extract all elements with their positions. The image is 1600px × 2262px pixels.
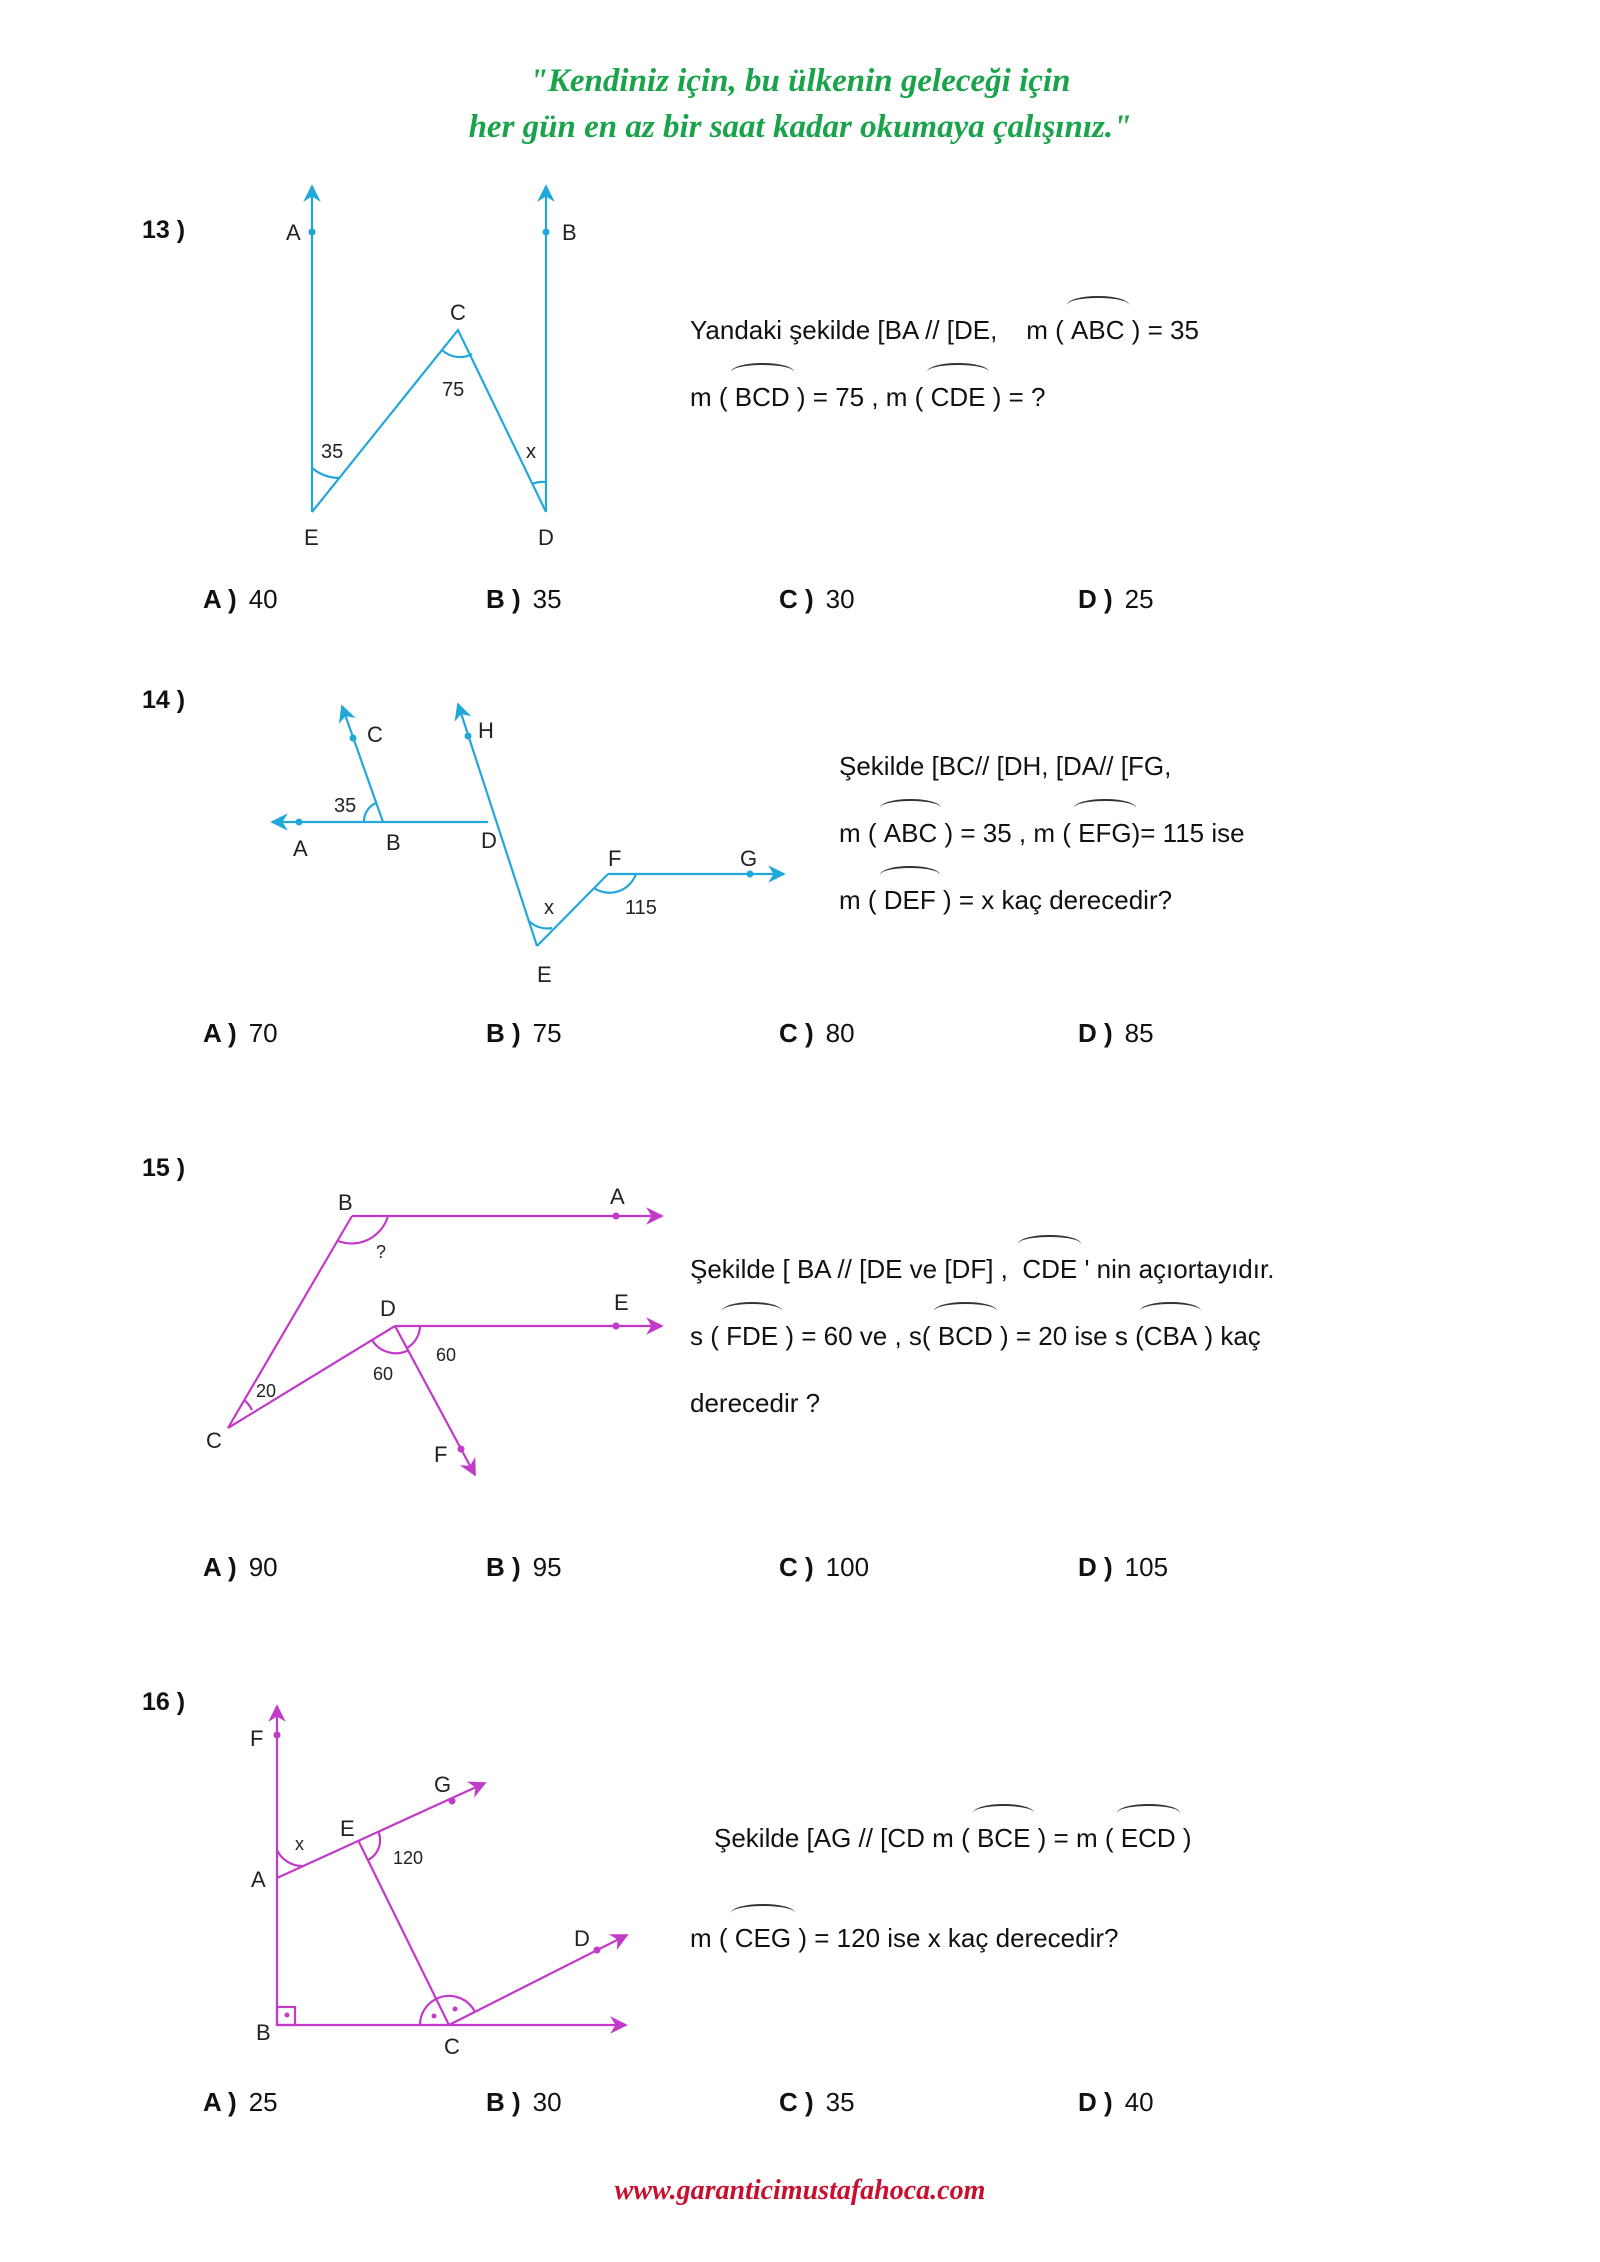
quote-line-1: "Kendiniz için, bu ülkenin geleceği için xyxy=(529,63,1071,99)
question-13-number: 13 ) xyxy=(142,216,186,244)
footer-website[interactable]: www.garanticimustafahoca.com xyxy=(614,2175,986,2206)
ray-CD xyxy=(449,1935,627,2025)
label-E: E xyxy=(340,1816,355,1841)
q13-choice-b[interactable]: B ) 35 xyxy=(486,584,562,614)
angle-arc-e xyxy=(312,468,340,478)
label-D: D xyxy=(380,1296,396,1321)
q15-choice-b[interactable]: B ) 95 xyxy=(486,1552,562,1582)
label-B: B xyxy=(562,220,577,245)
segment-EF xyxy=(537,874,608,946)
label-H: H xyxy=(478,718,494,743)
q14-choice-d[interactable]: D ) 85 xyxy=(1078,1018,1154,1048)
angle-arc-f xyxy=(594,874,636,893)
label-E: E xyxy=(614,1290,629,1315)
question-14-line-1: Şekilde [BC// [DH, [DA// [FG, xyxy=(839,751,1172,781)
label-A: A xyxy=(610,1184,625,1209)
angle-arc-d xyxy=(532,482,546,484)
ray-DF xyxy=(395,1326,475,1475)
angle-arc-b xyxy=(364,803,376,822)
segment-EC xyxy=(358,1840,449,2025)
segment-CD xyxy=(228,1326,395,1428)
angle-label-d2: 60 xyxy=(436,1345,457,1365)
label-B: B xyxy=(386,830,401,855)
q15-choice-c[interactable]: C ) 100 xyxy=(779,1552,870,1582)
label-A: A xyxy=(286,220,301,245)
question-16-line-1: Şekilde [AG // [CD m ( BCE ) = m ( ECD ) xyxy=(714,1823,1192,1853)
angle-arc-d2 xyxy=(407,1326,420,1348)
label-G: G xyxy=(434,1772,452,1797)
q16-choice-d[interactable]: D ) 40 xyxy=(1078,2087,1154,2117)
label-A: A xyxy=(251,1867,266,1892)
segment-ECD xyxy=(312,330,546,512)
ray-EH xyxy=(458,704,537,946)
question-15-number: 15 ) xyxy=(142,1154,186,1182)
angle-arc-a xyxy=(277,1850,302,1866)
question-13-line-1: Yandaki şekilde [BA // [DE, m ( ABC ) = 35 xyxy=(690,315,1199,345)
angle-label-c: 20 xyxy=(256,1381,277,1401)
quote-line-2: her gün en az bir saat kadar okumaya çalışınız." xyxy=(468,109,1132,145)
q13-choice-c[interactable]: C ) 30 xyxy=(779,584,855,614)
label-A: A xyxy=(293,836,308,861)
angle-arc-c xyxy=(420,1996,475,2025)
angle-label-e: 35 xyxy=(321,441,344,463)
q13-choice-d[interactable]: D ) 25 xyxy=(1078,584,1154,614)
question-14-number: 14 ) xyxy=(142,686,186,714)
label-E: E xyxy=(537,962,552,987)
label-E: E xyxy=(304,525,319,550)
q14-choice-b[interactable]: B ) 75 xyxy=(486,1018,562,1048)
label-F: F xyxy=(608,846,622,871)
right-angle-mark xyxy=(277,2007,295,2025)
ray-BC xyxy=(342,706,383,822)
angle-arc-e xyxy=(368,1831,380,1860)
angle-arc-b xyxy=(338,1216,388,1243)
question-14-line-2: m ( ABC ) = 35 , m ( EFG)= 115 ise xyxy=(839,818,1245,848)
angle-label-f: 115 xyxy=(625,897,657,919)
label-G: G xyxy=(740,846,758,871)
q16-choice-c[interactable]: C ) 35 xyxy=(779,2087,855,2117)
angle-arc-c xyxy=(442,350,472,357)
question-15-line-2: s ( FDE ) = 60 ve , s( BCD ) = 20 ise s (CBA ) kaç xyxy=(690,1321,1261,1351)
header-quote xyxy=(0,58,1600,150)
q15-choice-a[interactable]: A ) 90 xyxy=(203,1552,278,1582)
label-B: B xyxy=(338,1190,353,1215)
label-C: C xyxy=(444,2034,460,2059)
label-F: F xyxy=(250,1726,264,1751)
angle-arc-e xyxy=(528,920,552,928)
q15-choice-d[interactable]: D ) 105 xyxy=(1078,1552,1169,1582)
question-16-line-2: m ( CEG ) = 120 ise x kaç derecedir? xyxy=(690,1923,1119,1953)
label-B: B xyxy=(256,2020,271,2045)
angle-label-e: 120 xyxy=(393,1848,424,1868)
label-C: C xyxy=(206,1428,222,1453)
q14-choice-c[interactable]: C ) 80 xyxy=(779,1018,855,1048)
question-14-line-3: m ( DEF ) = x kaç derecedir? xyxy=(839,885,1173,915)
label-C: C xyxy=(450,300,466,325)
angle-label-e: x xyxy=(544,897,554,919)
segment-CB xyxy=(228,1216,352,1428)
angle-arc-d xyxy=(372,1340,409,1353)
question-13-line-2: m ( BCD ) = 75 , m ( CDE ) = ? xyxy=(690,382,1046,412)
label-F: F xyxy=(434,1442,448,1467)
q13-choice-a[interactable]: A ) 40 xyxy=(203,584,278,614)
label-D: D xyxy=(574,1926,590,1951)
angle-label-b: 35 xyxy=(334,795,357,817)
ray-AG xyxy=(277,1783,485,1878)
angle-label-c: 75 xyxy=(442,379,465,401)
label-D: D xyxy=(538,525,554,550)
question-15-line-1: Şekilde [ BA // [DE ve [DF] , CDE ' nin açıortayıdır. xyxy=(690,1254,1275,1284)
angle-label-d: x xyxy=(526,441,536,463)
q16-choice-a[interactable]: A ) 25 xyxy=(203,2087,278,2117)
question-15-line-3: derecedir ? xyxy=(690,1388,821,1418)
angle-label-b: ? xyxy=(376,1242,387,1262)
angle-label-a: x xyxy=(295,1834,304,1854)
angle-arc-c xyxy=(244,1400,252,1410)
q16-choice-b[interactable]: B ) 30 xyxy=(486,2087,562,2117)
label-D: D xyxy=(481,828,497,853)
q14-choice-a[interactable]: A ) 70 xyxy=(203,1018,278,1048)
question-16-number: 16 ) xyxy=(142,1688,186,1716)
label-C: C xyxy=(367,722,383,747)
angle-label-d1: 60 xyxy=(373,1364,394,1384)
